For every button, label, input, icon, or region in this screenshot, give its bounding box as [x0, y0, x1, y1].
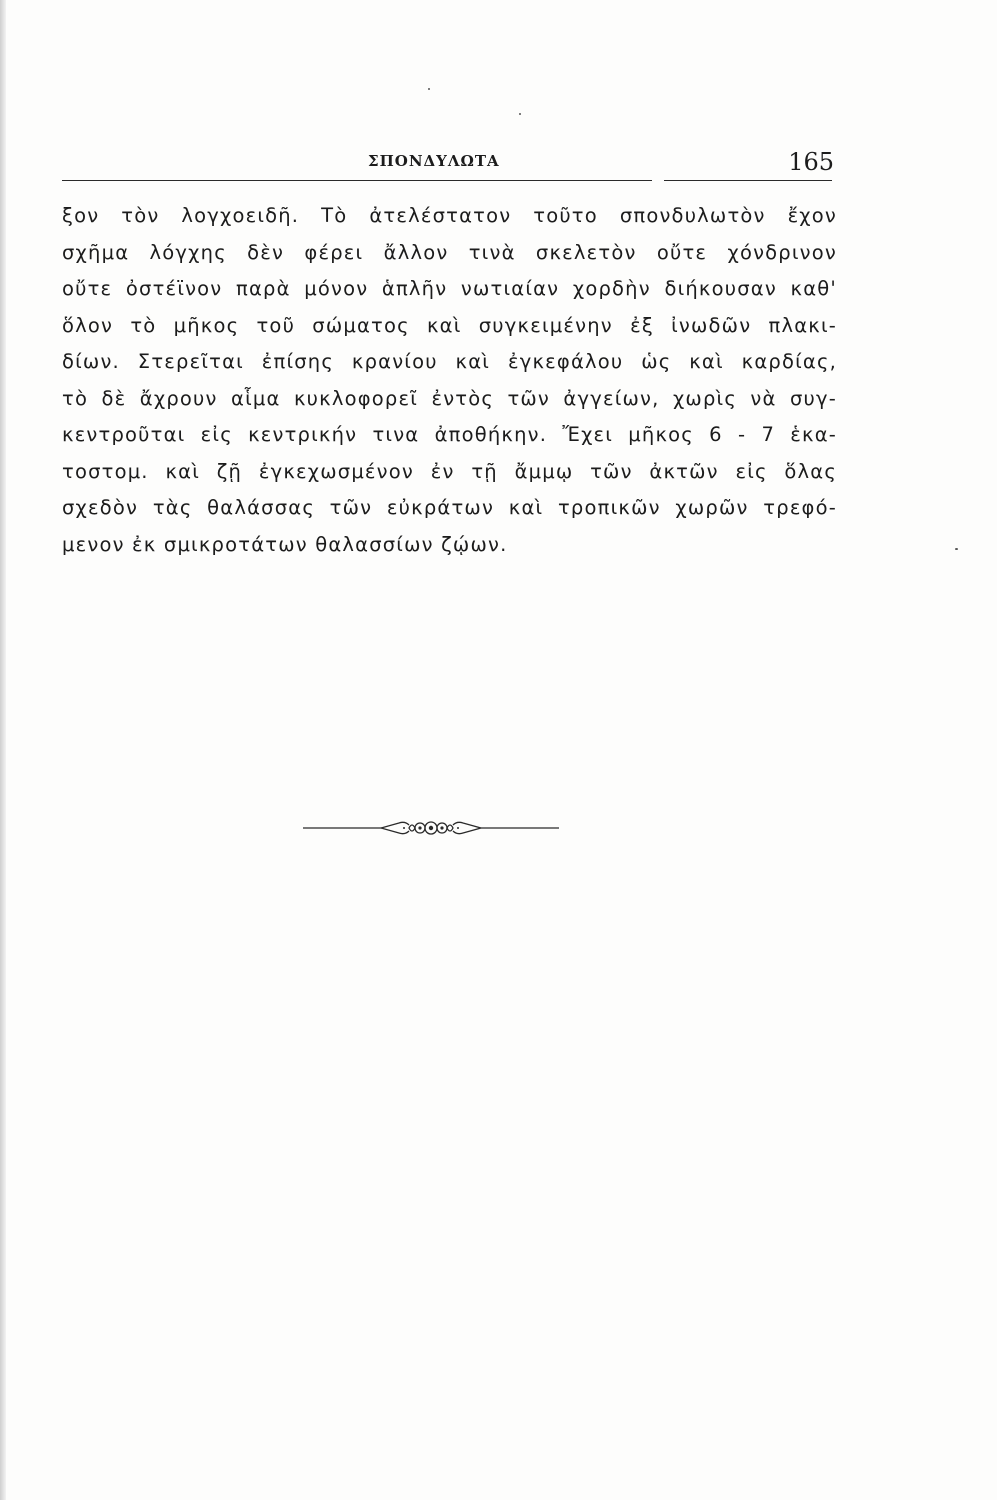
header-rule-left: [62, 180, 652, 181]
text-line: τὸ δὲ ἄχρουν αἷμα κυκλοφορεῖ ἐντὸς τῶν ἀγγείων, χωρὶς νὰ συγ-: [62, 386, 837, 410]
page-binding-edge: [0, 0, 6, 1500]
text-line: ὅλον τὸ μῆκος τοῦ σώματος καὶ συγκειμένην ἐξ ἰνωδῶν πλακι-: [62, 313, 837, 337]
text-line: σχεδὸν τὰς θαλάσσας τῶν εὐκράτων καὶ τροπικῶν χωρῶν τρεφό-: [62, 496, 837, 519]
body-paragraph: [62, 198, 837, 563]
text-line: τοστομ. καὶ ζῇ ἐγκεχωσμένον ἐν τῇ ἄμμῳ τῶν ἀκτῶν εἰς ὅλας: [62, 459, 837, 483]
text-line: δίων. Στερεῖται ἐπίσης κρανίου καὶ ἐγκεφάλου ὡς καὶ καρδίας,: [62, 350, 837, 373]
print-speck: [955, 548, 958, 550]
text-line: ξον τὸν λογχοειδῆ. Τὸ ἀτελέστατον τοῦτο σπονδυλωτὸν ἔχον: [62, 204, 837, 227]
running-head: ΣΠΟΝΔΥΛΩΤΑ: [368, 152, 500, 170]
header-rule-right: [664, 180, 832, 181]
page-number: 165: [788, 148, 834, 176]
text-line: κεντροῦται εἰς κεντρικήν τινα ἀποθήκην. Ἔχει μῆκος 6 - 7 ἑκα-: [62, 423, 837, 446]
print-speck: [519, 113, 521, 115]
text-line: σχῆμα λόγχης δὲν φέρει ἄλλον τινὰ σκελετὸν οὔτε χόνδρινον: [62, 240, 837, 264]
print-speck: [428, 88, 430, 90]
text-line: οὔτε ὀστέϊνον παρὰ μόνον ἁπλῆν νωτιαίαν χορδὴν διήκουσαν καθ': [62, 277, 837, 300]
ornamental-divider-icon: [303, 816, 559, 840]
text-line-last: μενον ἐκ σμικροτάτων θαλασσίων ζῴων.: [62, 532, 508, 556]
page-header: [62, 148, 834, 178]
